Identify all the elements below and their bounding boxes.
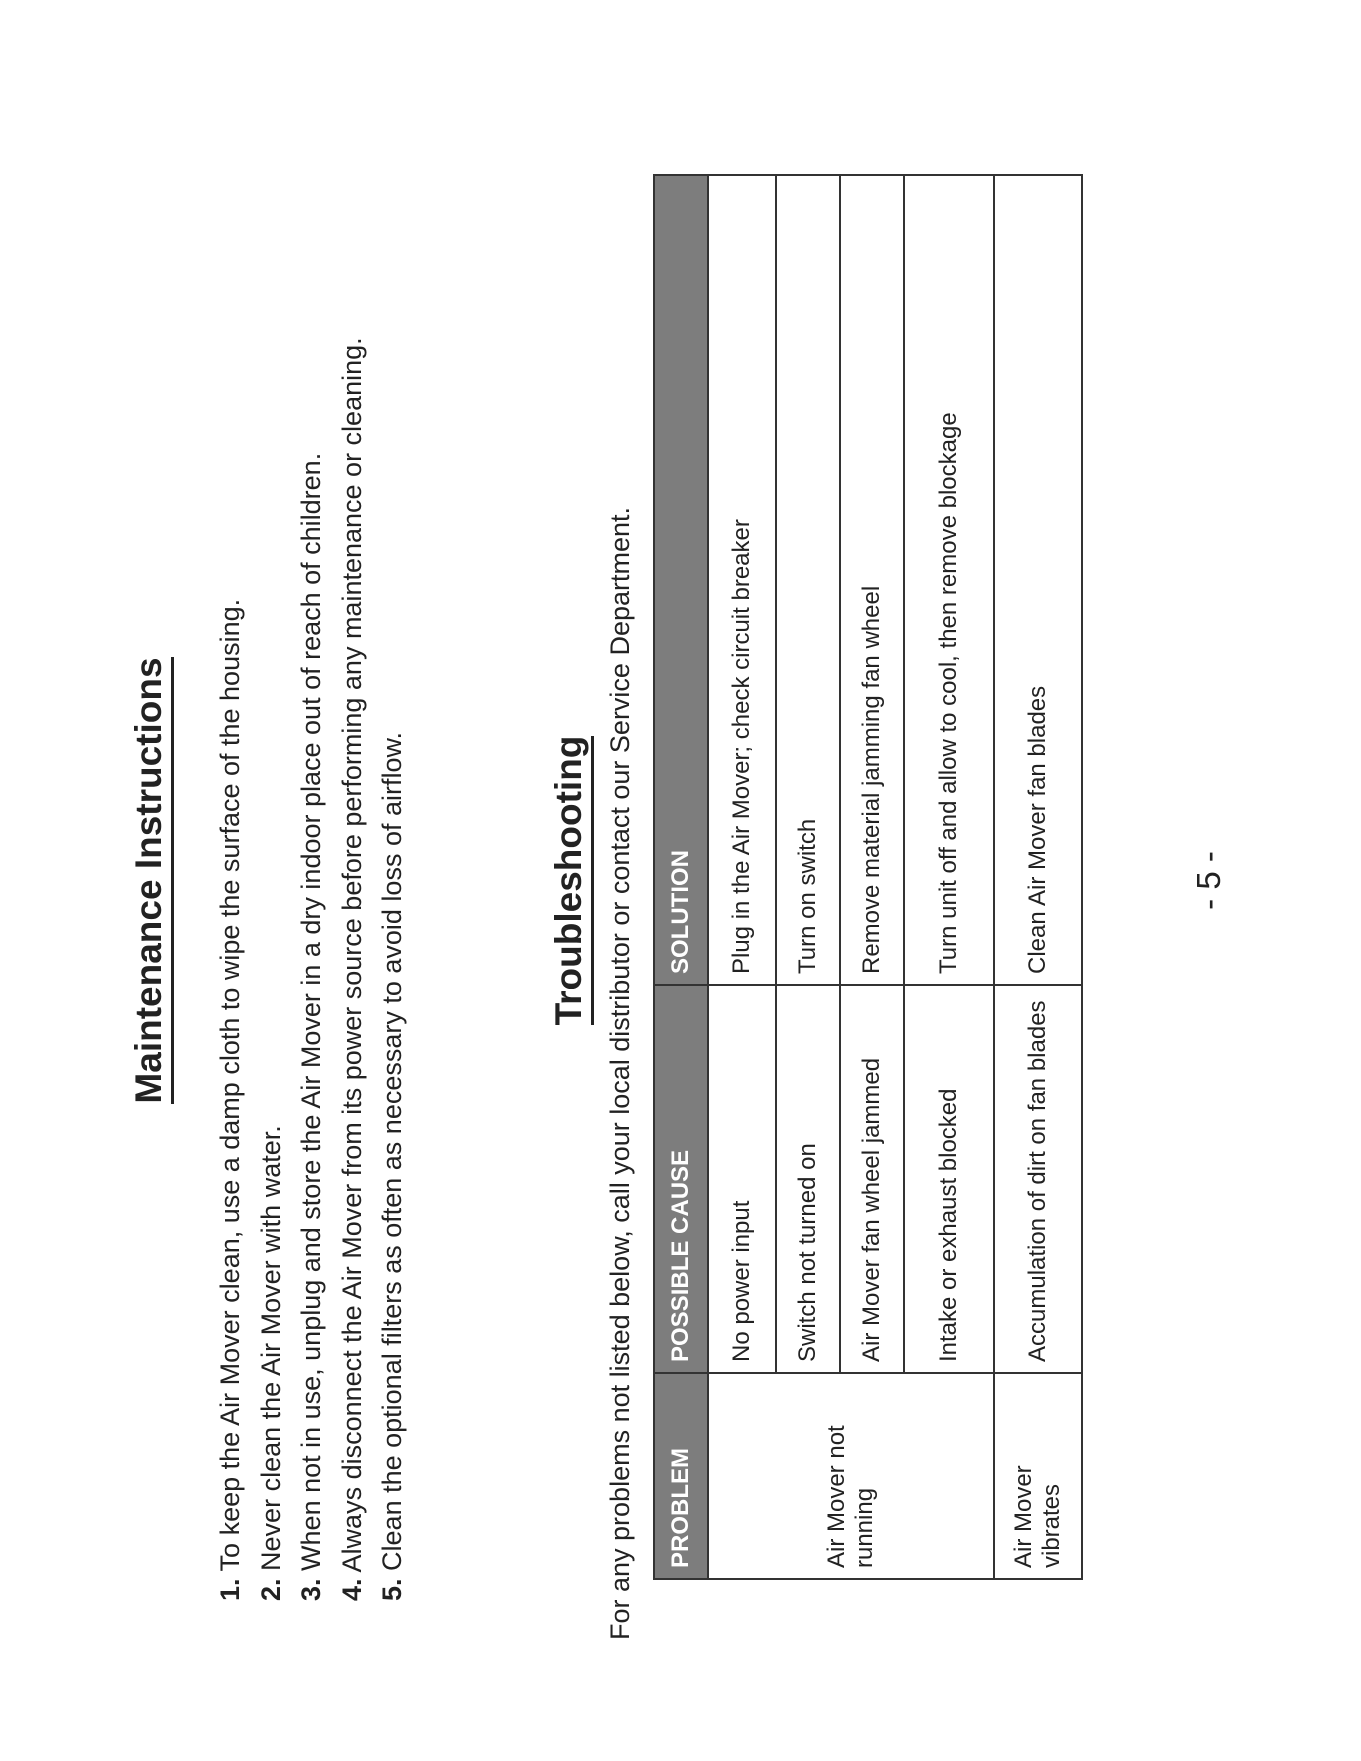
header-problem: PROBLEM [654,1373,708,1579]
table-header-row [654,175,708,1579]
cause-cell: Air Mover fan wheel jammed [840,985,904,1373]
maintenance-item: 3. When not in use, unplug and store the Air Mover in a dry indoor place out of reach of children. [296,452,326,1601]
solution-cell: Remove material jamming fan wheel [840,175,904,985]
solution-cell: Clean Air Mover fan blades [994,175,1082,985]
table-row [994,175,1082,1579]
troubleshooting-table [653,174,1083,1580]
problem-cell: Air Mover not running [708,1373,994,1579]
cause-cell: Intake or exhaust blocked [904,985,994,1373]
maintenance-list [210,181,413,1601]
maintenance-item: 5. Clean the optional filters as often as necessary to avoid loss of airflow. [377,732,407,1601]
solution-cell: Turn on switch [776,175,840,985]
maintenance-item: 2. Never clean the Air Mover with water. [255,1125,286,1601]
problem-cell: Air Mover vibrates [994,1373,1082,1579]
cause-cell: No power input [708,985,776,1373]
header-possible-cause: POSSIBLE CAUSE [654,985,708,1373]
troubleshooting-intro: For any problems not listed below, call your local distributor or contact our Service Department. [605,506,635,1640]
solution-cell: Plug in the Air Mover; check circuit breaker [708,175,776,985]
table-row [840,175,904,1579]
table-row [708,175,776,1579]
header-solution: SOLUTION [654,175,708,985]
maintenance-item: 4. Always disconnect the Air Mover from its power source before performing any maintenance or cleaning. [336,337,367,1601]
cause-cell: Accumulation of dirt on fan blades [994,985,1082,1373]
solution-cell: Turn unit off and allow to cool, then remove blockage [904,175,994,985]
table-row [776,175,840,1579]
maintenance-title: Maintenance Instructions [128,0,170,1761]
cause-cell: Switch not turned on [776,985,840,1373]
table-row [904,175,994,1579]
page-number: - 5 - [1190,851,1227,910]
maintenance-item: 1. To keep the Air Mover clean, use a damp cloth to wipe the surface of the housing. [215,598,245,1601]
troubleshooting-title: Troubleshooting [548,0,590,1761]
